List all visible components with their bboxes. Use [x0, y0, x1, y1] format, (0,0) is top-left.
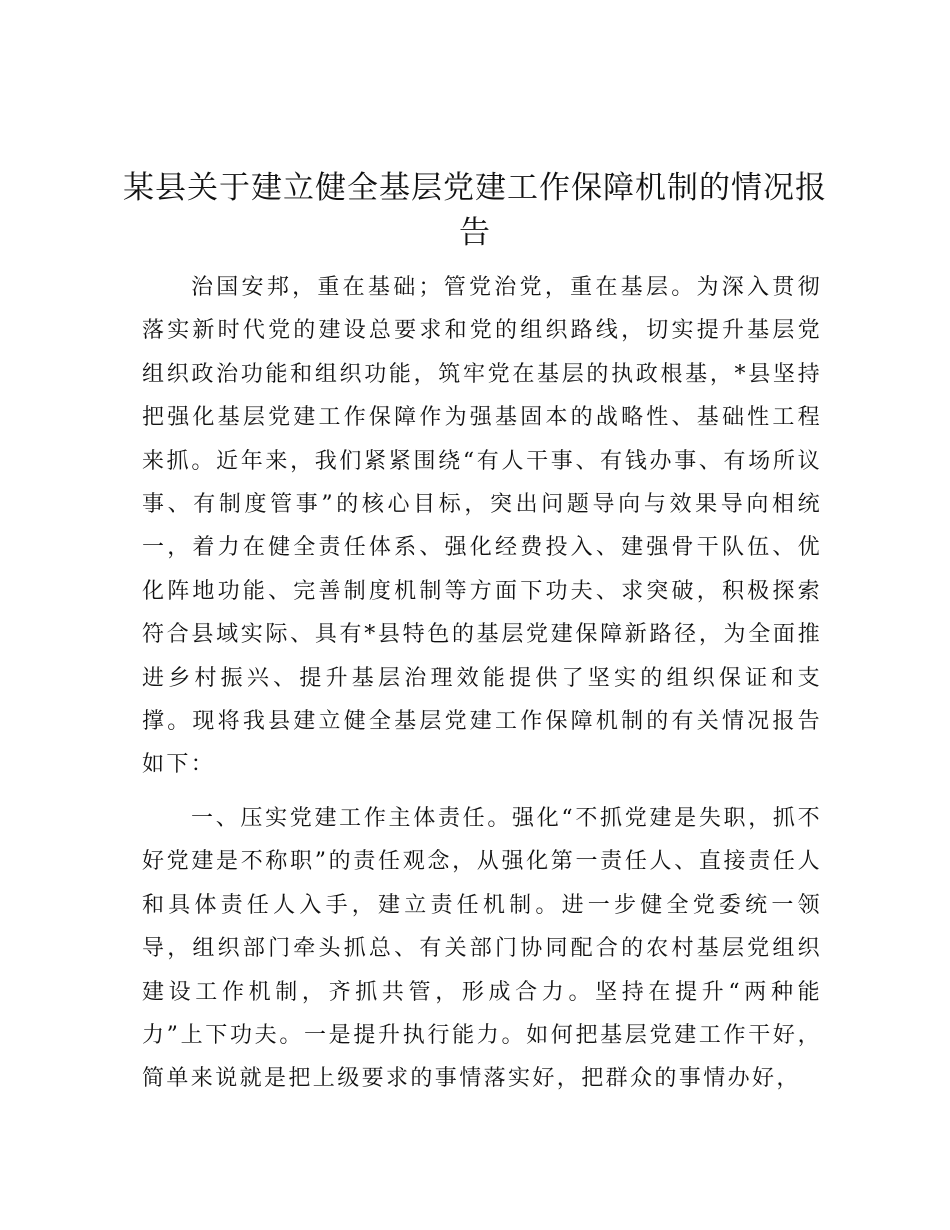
document-title: 某县关于建立健全基层党建工作保障机制的情况报告 — [123, 170, 827, 251]
section-one-paragraph: 一、压实党建工作主体责任。强化“不抓党建是失职，抓不好党建是不称职”的责任观念，从强化第一责任人、直接责任人和具体责任人入手，建立责任机制。进一步健全党委统一领导，组织部门牵头抓总、有关部门协同配合的农村基层党组织建设工作机制，齐抓共管，形成合力。坚持在提升“两种能力”上下功夫。一是提升执行能力。如何把基层党建工作干好，简单来说就是把上级要求的事情落实好，把群众的事情办好， — [142, 806, 822, 1092]
intro-paragraph: 治国安邦，重在基础；管党治党，重在基层。为深入贯彻落实新时代党的建设总要求和党的组织路线，切实提升基层党组织政治功能和组织功能，筑牢党在基层的执政根基，*县坚持把强化基层党建工作保障作为强基固本的战略性、基础性工程来抓。近年来，我们紧紧围绕“有人干事、有钱办事、有场所议事、有制度管事”的核心目标，突出问题导向与效果导向相统一，着力在健全责任体系、强化经费投入、建强骨干队伍、优化阵地功能、完善制度机制等方面下功夫、求突破，积极探索符合县域实际、具有*县特色的基层党建保障新路径，为全面推进乡村振兴、提升基层治理效能提供了坚实的组织保证和支撑。现将我县建立健全基层党建工作保障机制的有关情况报告如下： — [142, 275, 822, 778]
